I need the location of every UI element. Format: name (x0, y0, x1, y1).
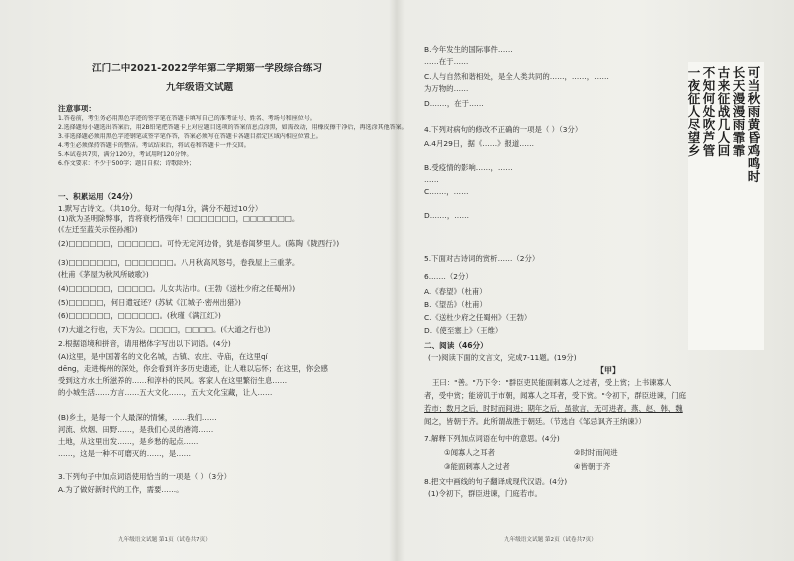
q1-line-6: (6)□□□□□□，□□□□□□。(秋瑾《满江红》) (58, 311, 221, 320)
q8: 7.解释下列加点词语在句中的意思。(4分) (424, 434, 560, 443)
passage-b-3: 土地，从这里出发……，是乡愁的起点…… (58, 437, 199, 446)
poem-col-3: 古来征战几人回 (716, 66, 731, 157)
q8-1: ①闻寡人之耳者 (444, 448, 495, 457)
passage-a-4: 的小城生活……方言……五大文化……，五大文化宝藏，让人…… (58, 388, 273, 397)
calligraphy-poem (688, 62, 764, 350)
right-footer: 九年级语文试题 第2页（试卷共7页） (504, 537, 597, 543)
poem-col-2: 长天漫漫雨霏霏 (731, 66, 746, 157)
passage-b-4: ……，这是一种不可磨灭的……，是…… (58, 449, 192, 458)
q3-option-a: A.为了做好新时代的工作，需要……。 (58, 485, 184, 494)
q1-line-4: (4)□□□□□□，□□□□□。儿女共沾巾。(王勃《送杜少府之任蜀州》) (58, 284, 296, 293)
r-top-4: 为万物的…… (424, 84, 469, 93)
wen-line-2: 者，受中赏；能谤讥于市朝，闻寡人之耳者，受下赏。"令初下，群臣进谏，门庭 (424, 391, 687, 400)
notice-6: 6.作文要求：不少于500字；题目自拟；诗歌除外； (58, 160, 196, 167)
notice-2: 2.选择题每小题选出答案后，用2B铅笔把答题卡上对应题目选项的答案信息点涂黑，如需改动，用橡皮擦干净后，再选涂其他答案。 (58, 124, 408, 131)
section-2-head: 二、阅读（46分） (424, 341, 488, 350)
q4-c: C.……，…… (424, 187, 469, 196)
passage-jia-label: 【甲】 (596, 366, 620, 375)
passage-a-2: dēng，走进梅州的深处，你会看到许多历史遗迹，让人难以忘怀；在这里，你会感 (58, 364, 328, 373)
passage-b-2: 河流、炊烟、田野……，是我们心灵的港湾…… (58, 425, 214, 434)
notice-1: 1.答卷前，考生务必用黑色字迹的签字笔在答题卡填写自己的准考证号、姓名、考场号和座位号。 (58, 115, 316, 122)
poem-col-1: 可当秋雨黄昏鸡鸣时 (746, 66, 761, 183)
poem-col-5: 一夜征人尽望乡 (686, 66, 701, 157)
q6: 6.……（2分） (424, 272, 473, 281)
notice-4: 4.考生必须保持答题卡的整洁。考试结束后，将试卷和答题卡一并交回。 (58, 142, 250, 149)
q6-a: A.《春望》（杜甫） (424, 287, 487, 296)
q8-3: ③能面刺寡人之过者 (444, 462, 510, 471)
q7-head: (一)阅读下面的文言文，完成7-11题。(19分) (428, 353, 577, 362)
r-top-1: B.今年发生的国际事件…… (424, 45, 513, 54)
left-page (58, 0, 410, 561)
wen-line-4: 闻之，皆朝于齐。此所谓战胜于朝廷。（节选自《邹忌讽齐王纳谏》） (424, 417, 646, 426)
q1: 1.默写古诗文。（共10分。每对一句得1分，满分不超过10分） (58, 204, 263, 213)
q9-1: (1)令初下，群臣进谏，门庭若市。 (428, 489, 542, 498)
r-top-5: D.……，在于…… (424, 99, 484, 108)
poem-col-4: 不知何处吹芦管 (701, 66, 716, 157)
wen-line-1: 王曰："善。"乃下令："群臣吏民能面刺寡人之过者，受上赏；上书谏寡人 (432, 378, 672, 387)
r-top-2: ……在于…… (424, 57, 469, 66)
q6-d: D.《使至塞上》（王维） (424, 326, 503, 335)
notice-head: 注意事项： (58, 104, 96, 113)
q6-c: C.《送杜少府之任蜀州》（王勃） (424, 313, 532, 322)
exam-title: 江门二中2021-2022学年第二学期第一学段综合练习 (92, 63, 323, 74)
q1-line-1b: (《左迁至蓝关示侄孙湘》) (58, 225, 138, 234)
q1-line-7: (7)大道之行也，天下为公。□□□□，□□□□。(《大道之行也》) (58, 325, 271, 334)
q6-b: B.《望岳》（杜甫） (424, 300, 487, 309)
notice-5: 5.本试卷共7页，满分120分，考试用时120分钟。 (58, 151, 193, 158)
q1-line-3b: (杜甫《茅屋为秋风所破歌》) (58, 270, 149, 279)
q1-line-2: (2)□□□□□□，□□□□□□。可怜无定河边骨，犹是春闺梦里人。(陈陶《陇西行》) (58, 239, 340, 248)
q4: 4.下列对病句的修改不正确的一项是（ ）（3分） (424, 125, 583, 134)
q8-2: ②时时而间进 (574, 448, 618, 457)
passage-a-3: 受到这方水土所滋养的……和淳朴的民风。客家人在这里繁衍生息…… (58, 376, 288, 385)
q1-line-5: (5)□□□□□，何日遣冠还？(苏轼《江城子·密州出猎》) (58, 298, 241, 307)
q4-b2: …… (424, 175, 439, 184)
section-1-head: 一、积累运用（24分） (58, 192, 137, 201)
notice-3: 3.非选择题必须用黑色字迹钢笔或签字笔作答，答案必须写在答题卡各题目指定区域内相应位置上。 (58, 133, 322, 140)
q1-line-3: (3)□□□□□□□，□□□□□□□。八月秋高风怒号，卷我屋上三重茅。 (58, 258, 300, 267)
q1-line-1: (1)欲为圣明除弊事，肯将衰朽惜残年！□□□□□□□，□□□□□□□。 (58, 214, 300, 223)
q9: 8.把文中画线的句子翻译成现代汉语。(4分) (424, 477, 568, 486)
q5: 5.下面对古诗词的赏析……（2分） (424, 254, 540, 263)
left-footer: 九年级语文试题 第1页（试卷共7页） (118, 537, 211, 543)
exam-subtitle: 九年级语文试题 (166, 82, 234, 93)
passage-b-1: (B)乡土，是每一个人最深的情愫，……我们…… (58, 413, 217, 422)
passage-a-1: (A)这里，是中国著名的文化名城，古镇、农庄、寺庙，在这里qí (58, 352, 268, 361)
q3: 3.下列句子中加点词语使用恰当的一项是（ ）（3分） (58, 472, 231, 481)
q8-4: ④皆朝于齐 (574, 462, 611, 471)
r-top-3: C.人与自然和谐相处，是全人类共同的……，……，…… (424, 72, 609, 81)
q4-a: A.4月29日，据《……》报道…… (424, 139, 535, 148)
q4-d: D.……，…… (424, 211, 469, 220)
q4-b: B.受疫情的影响……，…… (424, 163, 513, 172)
wen-line-3: 若市；数月之后，时时而间进；期年之后，虽欲言，无可进者。燕、赵、韩、魏 (424, 404, 683, 413)
right-page (424, 0, 780, 561)
q2: 2.根据语境和拼音，请用楷体字写出以下词语。(4分) (58, 339, 231, 348)
